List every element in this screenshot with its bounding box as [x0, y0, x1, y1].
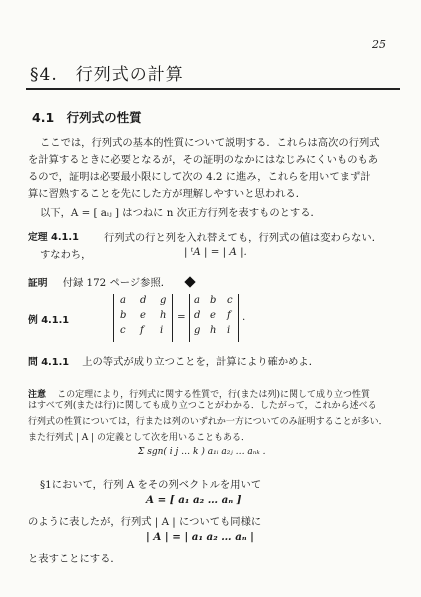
right-matrix-h: h [210, 325, 217, 336]
intro-line-1: ここでは，行列式の基本的性質について説明する．これらは高次の行列式 [40, 137, 380, 149]
note-line-2: はすべて列(または行)に関しても成り立つことがわかる．したがって，これから述べる [28, 401, 377, 411]
right-matrix-d: d [194, 310, 201, 321]
proof-text: 付録 172 ページ参照． [62, 277, 172, 289]
end-of-proof-diamond-icon [184, 276, 195, 287]
section-title: 4.1 行列式の性質 [32, 110, 142, 125]
left-matrix-h: h [160, 310, 167, 321]
notation-line: 以下，A = [ aᵢⱼ ] はつねに n 次正方行列を表すものとする． [40, 207, 321, 219]
question [28, 350, 319, 369]
theorem-formula: | ᵗA | = | A |. [184, 246, 247, 258]
right-matrix-f: f [227, 310, 231, 321]
note-line-4: また行列式 | A | の定義として次を用いることもある． [28, 433, 251, 443]
question-label: 問 4.1.1 [28, 357, 70, 368]
intro-line-3: るので，証明は必要最小限にして次の 4.2 に進み，これらを用いてまず計 [28, 171, 371, 183]
right-matrix-bar-r [238, 294, 239, 342]
question-text: 上の等式が成り立つことを，計算により確かめよ． [82, 356, 320, 368]
left-matrix-i: i [160, 325, 164, 336]
note-line-1: この定理により，行列式に関する性質で，行(または列)に関して成り立つ性質 [57, 390, 370, 400]
note-label: 注意 [28, 390, 47, 400]
left-matrix-d: d [140, 295, 147, 306]
page-number: 25 [372, 38, 386, 51]
left-matrix-g: g [160, 295, 167, 306]
left-matrix-b: b [120, 310, 127, 321]
left-matrix-f: f [140, 325, 144, 336]
proof-label: 証明 [28, 278, 48, 289]
right-matrix-g: g [194, 325, 201, 336]
left-matrix-c: c [120, 325, 126, 336]
theorem-label: 定理 4.1.1 [28, 232, 79, 243]
example-label: 例 4.1.1 [28, 315, 70, 326]
right-matrix-c: c [227, 295, 233, 306]
proof [28, 271, 194, 290]
theorem-sub: すなわち， [40, 249, 92, 261]
right-matrix-a: a [194, 295, 200, 306]
note-line-3: 行列式の性質については，行または列のいずれか一方についてのみ証明することが多い． [28, 417, 388, 427]
closing-formula-2: | A | = | a₁ a₂ … aₙ | [146, 531, 254, 543]
right-matrix-i: i [227, 325, 231, 336]
right-matrix-b: b [210, 295, 217, 306]
closing-formula-1: A = [ a₁ a₂ … aₙ ] [146, 494, 242, 506]
chapter-rule [26, 88, 400, 90]
example-equals: = [177, 311, 186, 323]
closing-line-1: §1において，行列 A をその列ベクトルを用いて [40, 479, 262, 491]
left-matrix-a: a [120, 295, 126, 306]
intro-line-4: 算に習熟することを先にした方が理解しやすいと思われる． [28, 188, 307, 200]
note-formula: Σ sgn( i j … k ) a₁ᵢ a₂ⱼ … aₙₖ . [138, 447, 266, 457]
closing-line-3: と表すことにする． [28, 553, 121, 565]
right-matrix-bar-l [189, 294, 190, 342]
right-matrix-e: e [210, 310, 216, 321]
theorem-text: 行列式の行と列を入れ替えても，行列式の値は変わらない． [104, 232, 383, 244]
closing-line-2: のように表したが，行列式 | A | についても同様に [28, 516, 262, 528]
chapter-title: §4. 行列式の計算 [30, 65, 184, 85]
intro-line-2: を計算するときに必要となるが，その証明のなかにはなじみにくいものもあ [28, 154, 379, 166]
left-matrix-bar-l [113, 294, 114, 342]
example-end: . [242, 311, 246, 323]
left-matrix-bar-r [172, 294, 173, 342]
left-matrix-e: e [140, 310, 146, 321]
